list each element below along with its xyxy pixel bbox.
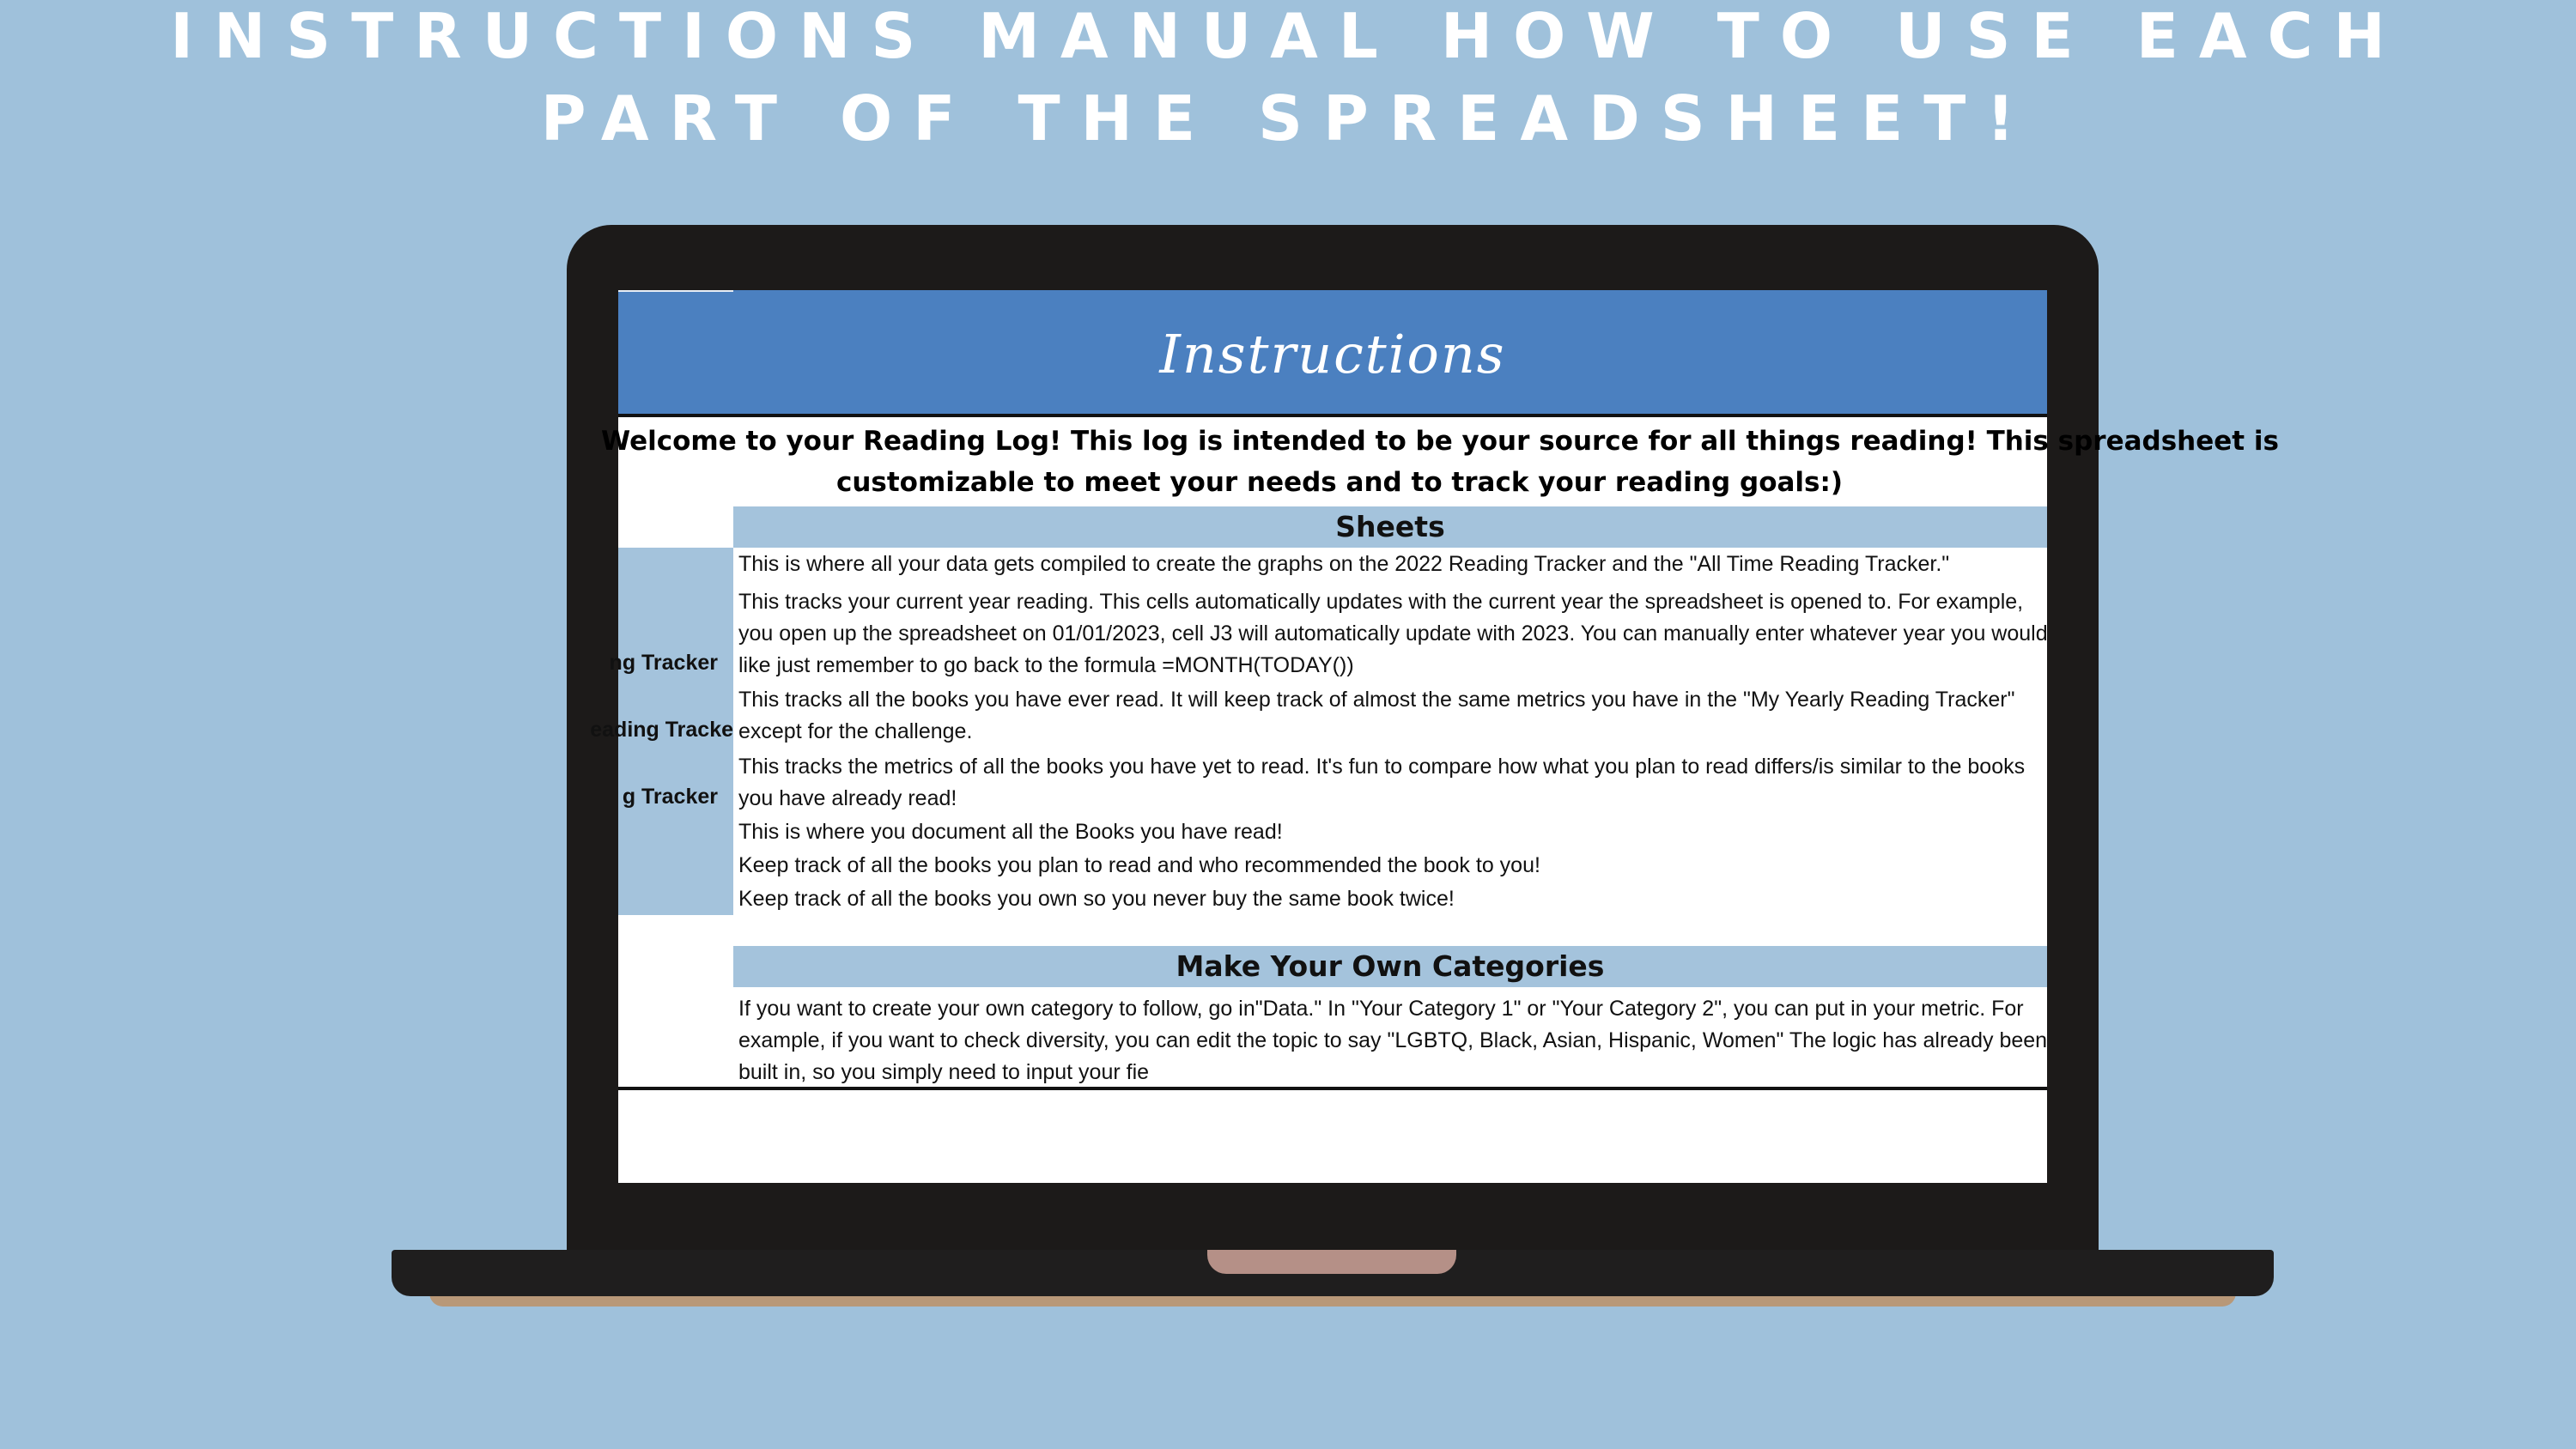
cell-row-yearly-3[interactable]: like just remember to go back to the formula =MONTH(TODAY()): [738, 653, 1354, 677]
banner-tab-edge: [618, 290, 733, 292]
welcome-line-1: Welcome to your Reading Log! This log is intended to be your source for all things reading! This spreadsheet is: [601, 426, 2279, 457]
cell-row-data[interactable]: This is where all your data gets compiled to create the graphs on the 2022 Reading Tracker and the "All Time Reading Tracker.": [738, 552, 1950, 576]
welcome-line-2: customizable to meet your needs and to track your reading goals:): [835, 467, 1844, 498]
cell-row-tbr-2[interactable]: you have already read!: [738, 786, 957, 810]
sheet-title: Instructions: [1159, 323, 1506, 385]
cell-row-books-owned[interactable]: Keep track of all the books you own so you never buy the same book twice!: [738, 887, 1455, 911]
cell-row-yearly-1[interactable]: This tracks your current year reading. This cells automatically updates with the current year the spreadsheet is opened to. For example,: [738, 590, 2024, 614]
cell-row-books-read[interactable]: This is where you document all the Books you have read!: [738, 820, 1283, 844]
sheet-name-column[interactable]: [590, 548, 733, 915]
cell-row-yearly-2[interactable]: you open up the spreadsheet on 01/01/2023, cell J3 will automatically update with 2023. You can manually enter whatever year you would: [738, 621, 2048, 646]
sheet-name-yearly[interactable]: ng Tracker: [609, 651, 718, 675]
cell-row-alltime-1[interactable]: This tracks all the books you have ever read. It will keep track of almost the same metrics you have in the "My Yearly Reading Tracker": [738, 688, 2015, 712]
sheet-name-tbr[interactable]: g Tracker: [622, 785, 718, 809]
instructions-banner: [618, 290, 2047, 417]
cell-category-2[interactable]: example, if you want to check diversity, you can edit the topic to say "LGBTQ, Black, Asian, Hispanic, Women" The logic has already been: [738, 1028, 2048, 1052]
laptop-screen: [590, 290, 2279, 1183]
headline-line-1: INSTRUCTIONS MANUAL HOW TO USE EACH: [170, 0, 2406, 72]
categories-section-header: Make Your Own Categories: [733, 946, 2047, 987]
sheet-bottom-border: [618, 1087, 2047, 1090]
cell-row-alltime-2[interactable]: except for the challenge.: [738, 719, 973, 743]
sheet-name-all-time[interactable]: eading Tracke: [590, 718, 733, 742]
welcome-text: [601, 421, 2279, 503]
laptop-notch: [1207, 1250, 1456, 1274]
cell-category-3[interactable]: built in, so you simply need to input your fie: [738, 1060, 1150, 1084]
cell-row-tbr-1[interactable]: This tracks the metrics of all the books you have yet to read. It's fun to compare how what you plan to read differs/is similar to the books: [738, 755, 2026, 779]
cell-category-1[interactable]: If you want to create your own category to follow, go in"Data." In "Your Category 1" or "Your Category 2", you can put in your metric. For: [738, 997, 2024, 1021]
cell-row-plan-to-read[interactable]: Keep track of all the books you plan to read and who recommended the book to you!: [738, 853, 1540, 877]
headline-line-2: PART OF THE SPREADSHEET!: [540, 82, 2036, 155]
sheets-section-header: Sheets: [733, 506, 2047, 548]
